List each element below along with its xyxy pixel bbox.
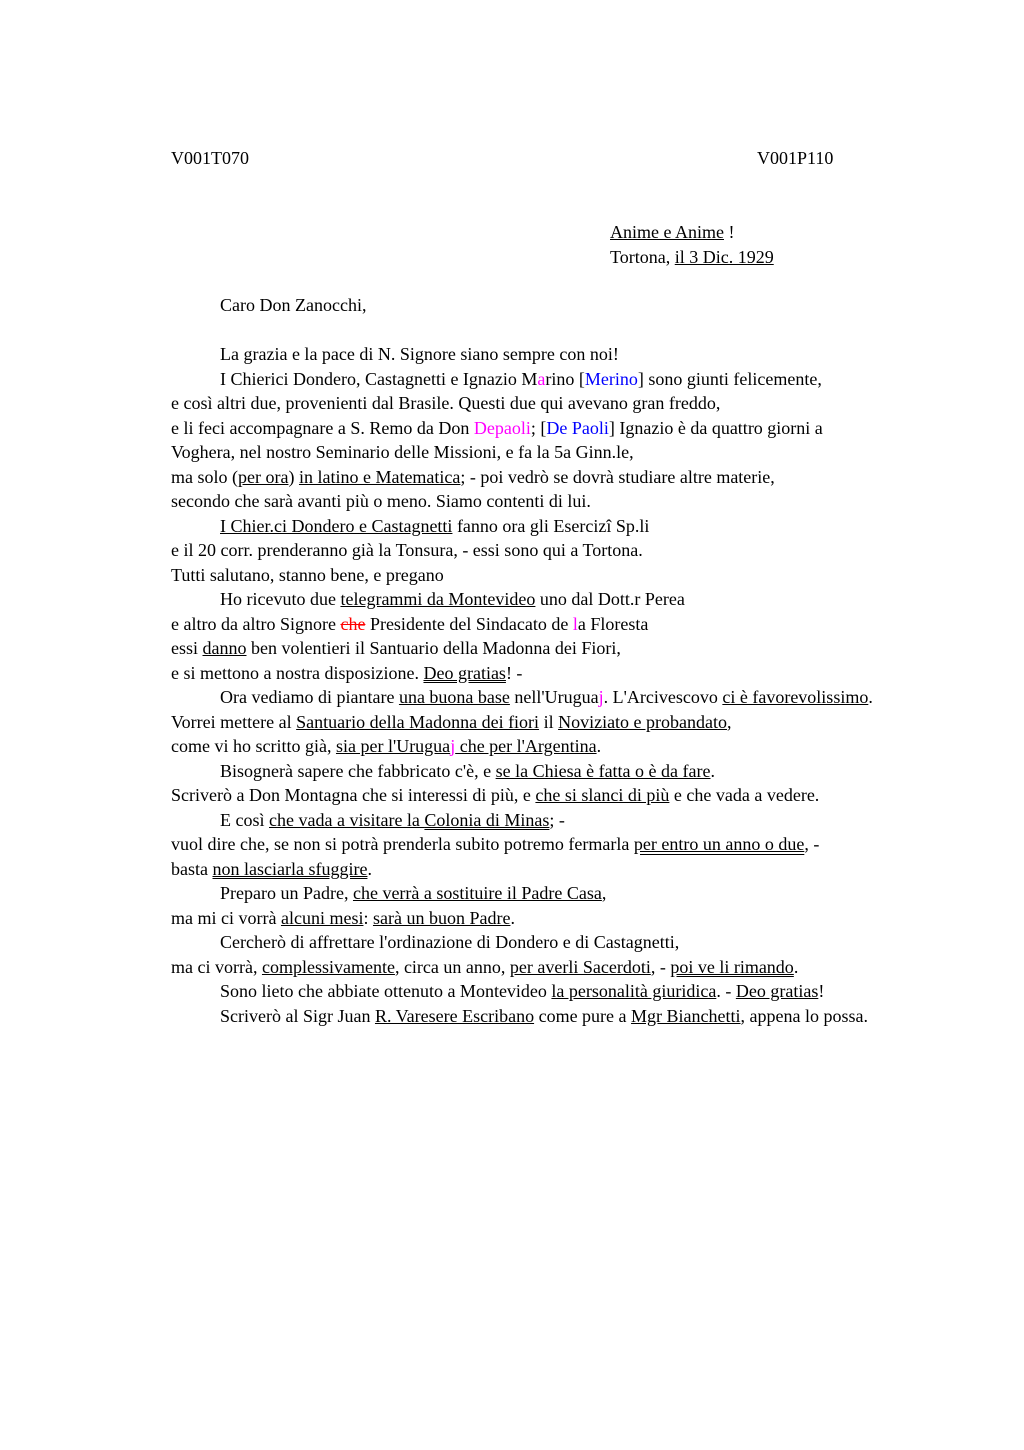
letter-date: il 3 Dic. 1929 — [674, 246, 774, 267]
date-block — [610, 220, 774, 269]
line-6: ma solo (per ora) in latino e Matematica; - poi vedrò se dovrà studiare altre materie, — [171, 466, 775, 487]
place: Tortona, — [610, 246, 675, 267]
motto-line — [610, 220, 774, 245]
line-17: come vi ho scritto già, sia per l'Uruguaj che per l'Argentina. — [171, 736, 602, 756]
line-15: Ora vediamo di piantare una buona base nell'Uruguaj. L'Arcivescovo ci è favorevolissimo. — [220, 687, 873, 707]
line-4: e li feci accompagnare a S. Remo da Don Depaoli; [De Paoli] Ignazio è da quattro giorni a — [171, 417, 823, 438]
motto-tail: ! — [723, 222, 735, 242]
line-20: E così che vada a visitare la Colonia di Minas; - — [220, 809, 565, 830]
line-2: I Chierici Dondero, Castagnetti e Ignazio Marino [Merino] sono giunti felicemente, — [220, 368, 822, 389]
correction-mark: Depaoli — [473, 417, 531, 438]
line-21: vuol dire che, se non si potrà prenderla subito potremo fermarla per entro un anno o due, - — [171, 834, 820, 854]
line-16: Vorrei mettere al Santuario della Madonna dei fiori il Noviziato e probandato, — [171, 711, 732, 732]
line-7: secondo che sarà avanti più o meno. Siamo contenti di lui. — [171, 491, 591, 511]
line-27: Sono lieto che abbiate ottenuto a Montevideo la personalità giuridica. - Deo gratias! — [220, 981, 825, 1001]
correction-mark: a — [537, 368, 546, 389]
motto: Anime e Anime — [610, 222, 724, 242]
editorial-correction: Merino — [584, 368, 638, 389]
line-3: e così altri due, provenienti dal Brasile. Questi due qui avevano gran freddo, — [171, 393, 721, 413]
document-code: V001T070 — [171, 148, 249, 168]
correction-mark: j — [450, 736, 456, 756]
line-13: essi danno ben volentieri il Santuario della Madonna dei Fiori, — [171, 638, 621, 658]
page-code: V001P110 — [757, 148, 834, 168]
letter-body — [171, 293, 906, 1028]
struck-word: che — [340, 613, 366, 634]
place-date-line — [610, 245, 774, 270]
line-22: basta non lasciarla sfuggire. — [171, 858, 372, 879]
line-12: e altro da altro Signore che Presidente del Sindacato de la Floresta — [171, 613, 649, 634]
line-11: Ho ricevuto due telegrammi da Montevideo uno dal Dott.r Perea — [220, 589, 685, 609]
line-14: e si mettono a nostra disposizione. Deo gratias! - — [171, 662, 523, 683]
line-28: Scriverò al Sigr Juan R. Varesere Escribano come pure a Mgr Bianchetti, appena lo possa. — [220, 1005, 868, 1026]
line-5: Voghera, nel nostro Seminario delle Missioni, e fa la 5a Ginn.le, — [171, 442, 634, 462]
correction-mark: j — [598, 687, 604, 707]
salutation: Caro Don Zanocchi, — [220, 295, 367, 315]
line-26: ma ci vorrà, complessivamente, circa un anno, per averli Sacerdoti, - poi ve li rimando. — [171, 956, 799, 977]
correction-mark: l — [572, 613, 578, 634]
line-1: La grazia e la pace di N. Signore siano sempre con noi! — [220, 344, 619, 364]
editorial-correction: De Paoli — [546, 417, 609, 438]
line-23: Preparo un Padre, che verrà a sostituire il Padre Casa, — [220, 883, 607, 903]
line-24: ma mi ci vorrà alcuni mesi: sarà un buon Padre. — [171, 907, 515, 928]
line-19: Scriverò a Don Montagna che si interessi di più, e che si slanci di più e che vada a vedere. — [171, 785, 820, 805]
line-9: e il 20 corr. prenderanno già la Tonsura, - essi sono qui a Tortona. — [171, 540, 643, 560]
line-25: Cercherò di affrettare l'ordinazione di Dondero e di Castagnetti, — [220, 932, 680, 952]
line-10: Tutti salutano, stanno bene, e pregano — [171, 564, 444, 585]
line-8: I Chier.ci Dondero e Castagnetti fanno ora gli Esercizi Sp.li — [220, 515, 650, 536]
line-18: Bisognerà sapere che fabbricato c'è, e se la Chiesa è fatta o è da fare. — [220, 760, 715, 781]
